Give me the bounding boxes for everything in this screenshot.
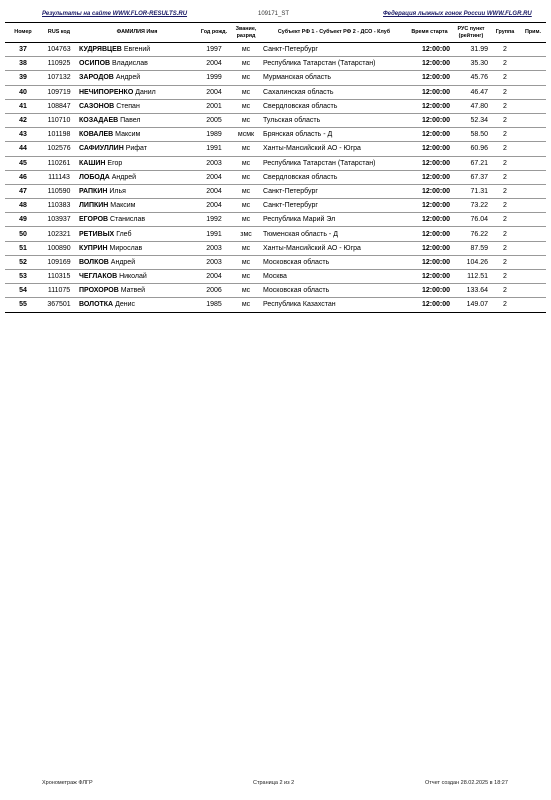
group: 2 [490, 99, 520, 113]
note [520, 43, 546, 57]
athlete-name [77, 99, 197, 113]
rating-points: 76.22 [452, 227, 490, 241]
rank: мс [231, 85, 261, 99]
bib-number: 51 [5, 241, 41, 255]
first-name: Илья [109, 187, 126, 195]
birth-year: 2003 [197, 255, 231, 269]
start-list-table [5, 22, 546, 313]
birth-year: 2005 [197, 113, 231, 127]
athlete-name [77, 199, 197, 213]
start-time: 12:00:00 [407, 170, 452, 184]
athlete-name [77, 43, 197, 57]
group: 2 [490, 142, 520, 156]
athlete-name [77, 184, 197, 198]
rank: мс [231, 298, 261, 312]
last-name: КОВАЛЕВ [79, 131, 114, 139]
footer-timing: Хронометраж ФЛГР [42, 780, 93, 786]
last-name: НЕЧИПОРЕНКО [79, 88, 134, 96]
birth-year: 1985 [197, 298, 231, 312]
table-row [5, 213, 546, 227]
rating-points: 67.21 [452, 156, 490, 170]
first-name: Андрей [110, 258, 136, 266]
note [520, 213, 546, 227]
first-name: Максим [110, 202, 136, 210]
rank: мс [231, 199, 261, 213]
rank: мс [231, 255, 261, 269]
note [520, 85, 546, 99]
last-name: ЛОБОДА [79, 173, 110, 181]
first-name: Степан [116, 102, 140, 110]
last-name: КУДРЯВЦЕВ [79, 46, 122, 54]
region: Московская область [261, 255, 407, 269]
athlete-name [77, 255, 197, 269]
start-time: 12:00:00 [407, 284, 452, 298]
table-row [5, 270, 546, 284]
rating-points: 73.22 [452, 199, 490, 213]
birth-year: 2003 [197, 241, 231, 255]
region: Республика Казахстан [261, 298, 407, 312]
rank: мс [231, 184, 261, 198]
bib-number: 43 [5, 128, 41, 142]
first-name: Мирослав [109, 244, 143, 252]
rus-code: 102576 [41, 142, 77, 156]
region: Республика Татарстан (Татарстан) [261, 57, 407, 71]
last-name: ПРОХОРОВ [79, 287, 119, 295]
birth-year: 1992 [197, 213, 231, 227]
group: 2 [490, 255, 520, 269]
first-name: Матвей [120, 287, 146, 295]
start-time: 12:00:00 [407, 71, 452, 85]
start-time: 12:00:00 [407, 241, 452, 255]
last-name: РАПКИН [79, 187, 108, 195]
region: Свердловская область [261, 170, 407, 184]
rus-code: 111143 [41, 170, 77, 184]
rank: мс [231, 284, 261, 298]
note [520, 270, 546, 284]
bib-number: 55 [5, 298, 41, 312]
rating-points: 87.59 [452, 241, 490, 255]
rating-points: 47.80 [452, 99, 490, 113]
group: 2 [490, 199, 520, 213]
birth-year: 1991 [197, 142, 231, 156]
rus-code: 107132 [41, 71, 77, 85]
rank: мс [231, 241, 261, 255]
first-name: Андрей [111, 173, 137, 181]
region: Республика Татарстан (Татарстан) [261, 156, 407, 170]
first-name: Егор [107, 159, 123, 167]
birth-year: 1991 [197, 227, 231, 241]
table-row [5, 57, 546, 71]
col-number-header: Номер [5, 23, 41, 43]
rank: мс [231, 113, 261, 127]
group: 2 [490, 43, 520, 57]
footer-report-date: Отчет создан 28.02.2025 в 18:27 [425, 780, 508, 786]
col-start-time-header: Время старта [407, 23, 452, 43]
athlete-name [77, 284, 197, 298]
last-name: КАШИН [79, 159, 106, 167]
rating-points: 45.76 [452, 71, 490, 85]
start-time: 12:00:00 [407, 156, 452, 170]
table-header-row [5, 23, 546, 43]
rank: мс [231, 213, 261, 227]
rank: мсмк [231, 128, 261, 142]
last-name: РЕТИВЫХ [79, 230, 115, 238]
start-time: 12:00:00 [407, 227, 452, 241]
col-rank-header: Звание, разряд [231, 23, 261, 43]
bib-number: 38 [5, 57, 41, 71]
first-name: Станислав [110, 216, 146, 224]
group: 2 [490, 128, 520, 142]
first-name: Максим [115, 131, 141, 139]
col-group-header: Группа [490, 23, 520, 43]
table-row [5, 298, 546, 312]
athlete-name [77, 213, 197, 227]
rus-code: 101198 [41, 128, 77, 142]
last-name: КОЗАДАЕВ [79, 117, 119, 125]
group: 2 [490, 113, 520, 127]
group: 2 [490, 213, 520, 227]
region: Тюменская область - Д [261, 227, 407, 241]
group: 2 [490, 270, 520, 284]
bib-number: 46 [5, 170, 41, 184]
rating-points: 133.64 [452, 284, 490, 298]
col-rating-header: РУС пункт (рейтинг) [452, 23, 490, 43]
bib-number: 49 [5, 213, 41, 227]
rank: мс [231, 71, 261, 85]
start-time: 12:00:00 [407, 85, 452, 99]
first-name: Данил [135, 88, 156, 96]
start-time: 12:00:00 [407, 43, 452, 57]
table-row [5, 128, 546, 142]
rank: мс [231, 57, 261, 71]
table-row [5, 227, 546, 241]
region: Сахалинская область [261, 85, 407, 99]
rank: змс [231, 227, 261, 241]
col-region-header: Субъект РФ 1 - Субъект РФ 2 - ДСО - Клуб [261, 23, 407, 43]
rating-points: 76.04 [452, 213, 490, 227]
rating-points: 104.26 [452, 255, 490, 269]
start-time: 12:00:00 [407, 298, 452, 312]
rus-code: 100890 [41, 241, 77, 255]
group: 2 [490, 227, 520, 241]
rating-points: 149.07 [452, 298, 490, 312]
first-name: Николай [119, 273, 147, 281]
birth-year: 1999 [197, 71, 231, 85]
col-rus-code-header: RUS код [41, 23, 77, 43]
birth-year: 2004 [197, 270, 231, 284]
rus-code: 102321 [41, 227, 77, 241]
rating-points: 52.34 [452, 113, 490, 127]
birth-year: 2001 [197, 99, 231, 113]
note [520, 227, 546, 241]
last-name: ЛИПКИН [79, 202, 109, 210]
birth-year: 2004 [197, 57, 231, 71]
birth-year: 2004 [197, 184, 231, 198]
rank: мс [231, 142, 261, 156]
note [520, 142, 546, 156]
region: Москва [261, 270, 407, 284]
start-time: 12:00:00 [407, 113, 452, 127]
rank: мс [231, 156, 261, 170]
group: 2 [490, 298, 520, 312]
region: Свердловская область [261, 99, 407, 113]
bib-number: 42 [5, 113, 41, 127]
athlete-name [77, 71, 197, 85]
bib-number: 45 [5, 156, 41, 170]
group: 2 [490, 170, 520, 184]
start-time: 12:00:00 [407, 255, 452, 269]
rus-code: 110315 [41, 270, 77, 284]
birth-year: 2004 [197, 85, 231, 99]
bib-number: 37 [5, 43, 41, 57]
start-time: 12:00:00 [407, 57, 452, 71]
rank: мс [231, 170, 261, 184]
rating-points: 35.30 [452, 57, 490, 71]
bib-number: 47 [5, 184, 41, 198]
rus-code: 104763 [41, 43, 77, 57]
bib-number: 50 [5, 227, 41, 241]
rating-points: 58.50 [452, 128, 490, 142]
table-row [5, 156, 546, 170]
rus-code: 111075 [41, 284, 77, 298]
birth-year: 2006 [197, 284, 231, 298]
document-code: 109171_ST [258, 11, 290, 17]
group: 2 [490, 71, 520, 85]
note [520, 99, 546, 113]
athlete-name [77, 270, 197, 284]
note [520, 255, 546, 269]
last-name: ВОЛОТКА [79, 301, 114, 309]
table-row [5, 113, 546, 127]
athlete-name [77, 298, 197, 312]
birth-year: 2004 [197, 170, 231, 184]
first-name: Денис [115, 301, 135, 309]
note [520, 113, 546, 127]
rus-code: 110383 [41, 199, 77, 213]
bib-number: 40 [5, 85, 41, 99]
table-row [5, 85, 546, 99]
athlete-name [77, 142, 197, 156]
group: 2 [490, 284, 520, 298]
first-name: Владислав [112, 60, 148, 68]
rus-code: 110261 [41, 156, 77, 170]
federation-site-link[interactable]: Федерация лыжных гонок России WWW.FLGR.RU [383, 11, 532, 17]
region: Брянская область - Д [261, 128, 407, 142]
start-time: 12:00:00 [407, 270, 452, 284]
table-row [5, 99, 546, 113]
bib-number: 52 [5, 255, 41, 269]
group: 2 [490, 156, 520, 170]
last-name: ЗАРОДОВ [79, 74, 114, 82]
bib-number: 44 [5, 142, 41, 156]
rus-code: 108847 [41, 99, 77, 113]
rating-points: 46.47 [452, 85, 490, 99]
note [520, 128, 546, 142]
birth-year: 1997 [197, 43, 231, 57]
region: Мурманская область [261, 71, 407, 85]
start-time: 12:00:00 [407, 99, 452, 113]
table-row [5, 71, 546, 85]
rank: мс [231, 99, 261, 113]
last-name: САЗОНОВ [79, 102, 115, 110]
athlete-name [77, 241, 197, 255]
first-name: Глеб [116, 230, 132, 238]
footer-page-number: Страница 2 из 2 [253, 780, 295, 786]
note [520, 156, 546, 170]
note [520, 57, 546, 71]
note [520, 284, 546, 298]
region: Санкт-Петербург [261, 43, 407, 57]
region: Ханты-Мансийский АО - Югра [261, 142, 407, 156]
note [520, 241, 546, 255]
note [520, 170, 546, 184]
last-name: ОСИПОВ [79, 60, 111, 68]
athlete-name [77, 113, 197, 127]
table-row [5, 43, 546, 57]
table-row [5, 184, 546, 198]
rus-code: 109169 [41, 255, 77, 269]
group: 2 [490, 85, 520, 99]
first-name: Рифат [125, 145, 148, 153]
first-name: Павел [120, 117, 141, 125]
start-time: 12:00:00 [407, 142, 452, 156]
start-time: 12:00:00 [407, 199, 452, 213]
rus-code: 103937 [41, 213, 77, 227]
results-site-link[interactable]: Результаты на сайте WWW.FLOR-RESULTS.RU [42, 11, 188, 17]
start-time: 12:00:00 [407, 184, 452, 198]
first-name: Евгений [123, 46, 151, 54]
bib-number: 53 [5, 270, 41, 284]
note [520, 184, 546, 198]
last-name: ВОЛКОВ [79, 258, 109, 266]
rus-code: 109719 [41, 85, 77, 99]
athlete-name [77, 57, 197, 71]
table-row [5, 241, 546, 255]
region: Санкт-Петербург [261, 199, 407, 213]
start-time: 12:00:00 [407, 128, 452, 142]
note [520, 298, 546, 312]
region: Ханты-Мансийский АО - Югра [261, 241, 407, 255]
region: Республика Марий Эл [261, 213, 407, 227]
rus-code: 110925 [41, 57, 77, 71]
group: 2 [490, 184, 520, 198]
birth-year: 2004 [197, 199, 231, 213]
table-row [5, 255, 546, 269]
rating-points: 67.37 [452, 170, 490, 184]
athlete-name [77, 85, 197, 99]
rank: мс [231, 270, 261, 284]
table-row [5, 284, 546, 298]
athlete-name [77, 227, 197, 241]
col-year-header: Год рожд. [197, 23, 231, 43]
athlete-name [77, 128, 197, 142]
bib-number: 39 [5, 71, 41, 85]
group: 2 [490, 57, 520, 71]
note [520, 71, 546, 85]
last-name: САФИУЛЛИН [79, 145, 124, 153]
rus-code: 110590 [41, 184, 77, 198]
col-note-header: Прим. [520, 23, 546, 43]
rating-points: 60.96 [452, 142, 490, 156]
region: Тульская область [261, 113, 407, 127]
bib-number: 48 [5, 199, 41, 213]
rating-points: 71.31 [452, 184, 490, 198]
table-row [5, 142, 546, 156]
first-name: Андрей [115, 74, 141, 82]
bib-number: 54 [5, 284, 41, 298]
region: Московская область [261, 284, 407, 298]
rus-code: 110710 [41, 113, 77, 127]
bib-number: 41 [5, 99, 41, 113]
table-row [5, 199, 546, 213]
last-name: КУПРИН [79, 244, 108, 252]
col-name-header: ФАМИЛИЯ Имя [77, 23, 197, 43]
athlete-name [77, 156, 197, 170]
start-time: 12:00:00 [407, 213, 452, 227]
table-row [5, 170, 546, 184]
athlete-name [77, 170, 197, 184]
rating-points: 31.99 [452, 43, 490, 57]
birth-year: 2003 [197, 156, 231, 170]
last-name: ЧЕГЛАКОВ [79, 273, 118, 281]
last-name: ЕГОРОВ [79, 216, 109, 224]
note [520, 199, 546, 213]
rus-code: 367501 [41, 298, 77, 312]
birth-year: 1989 [197, 128, 231, 142]
region: Санкт-Петербург [261, 184, 407, 198]
rating-points: 112.51 [452, 270, 490, 284]
group: 2 [490, 241, 520, 255]
rank: мс [231, 43, 261, 57]
